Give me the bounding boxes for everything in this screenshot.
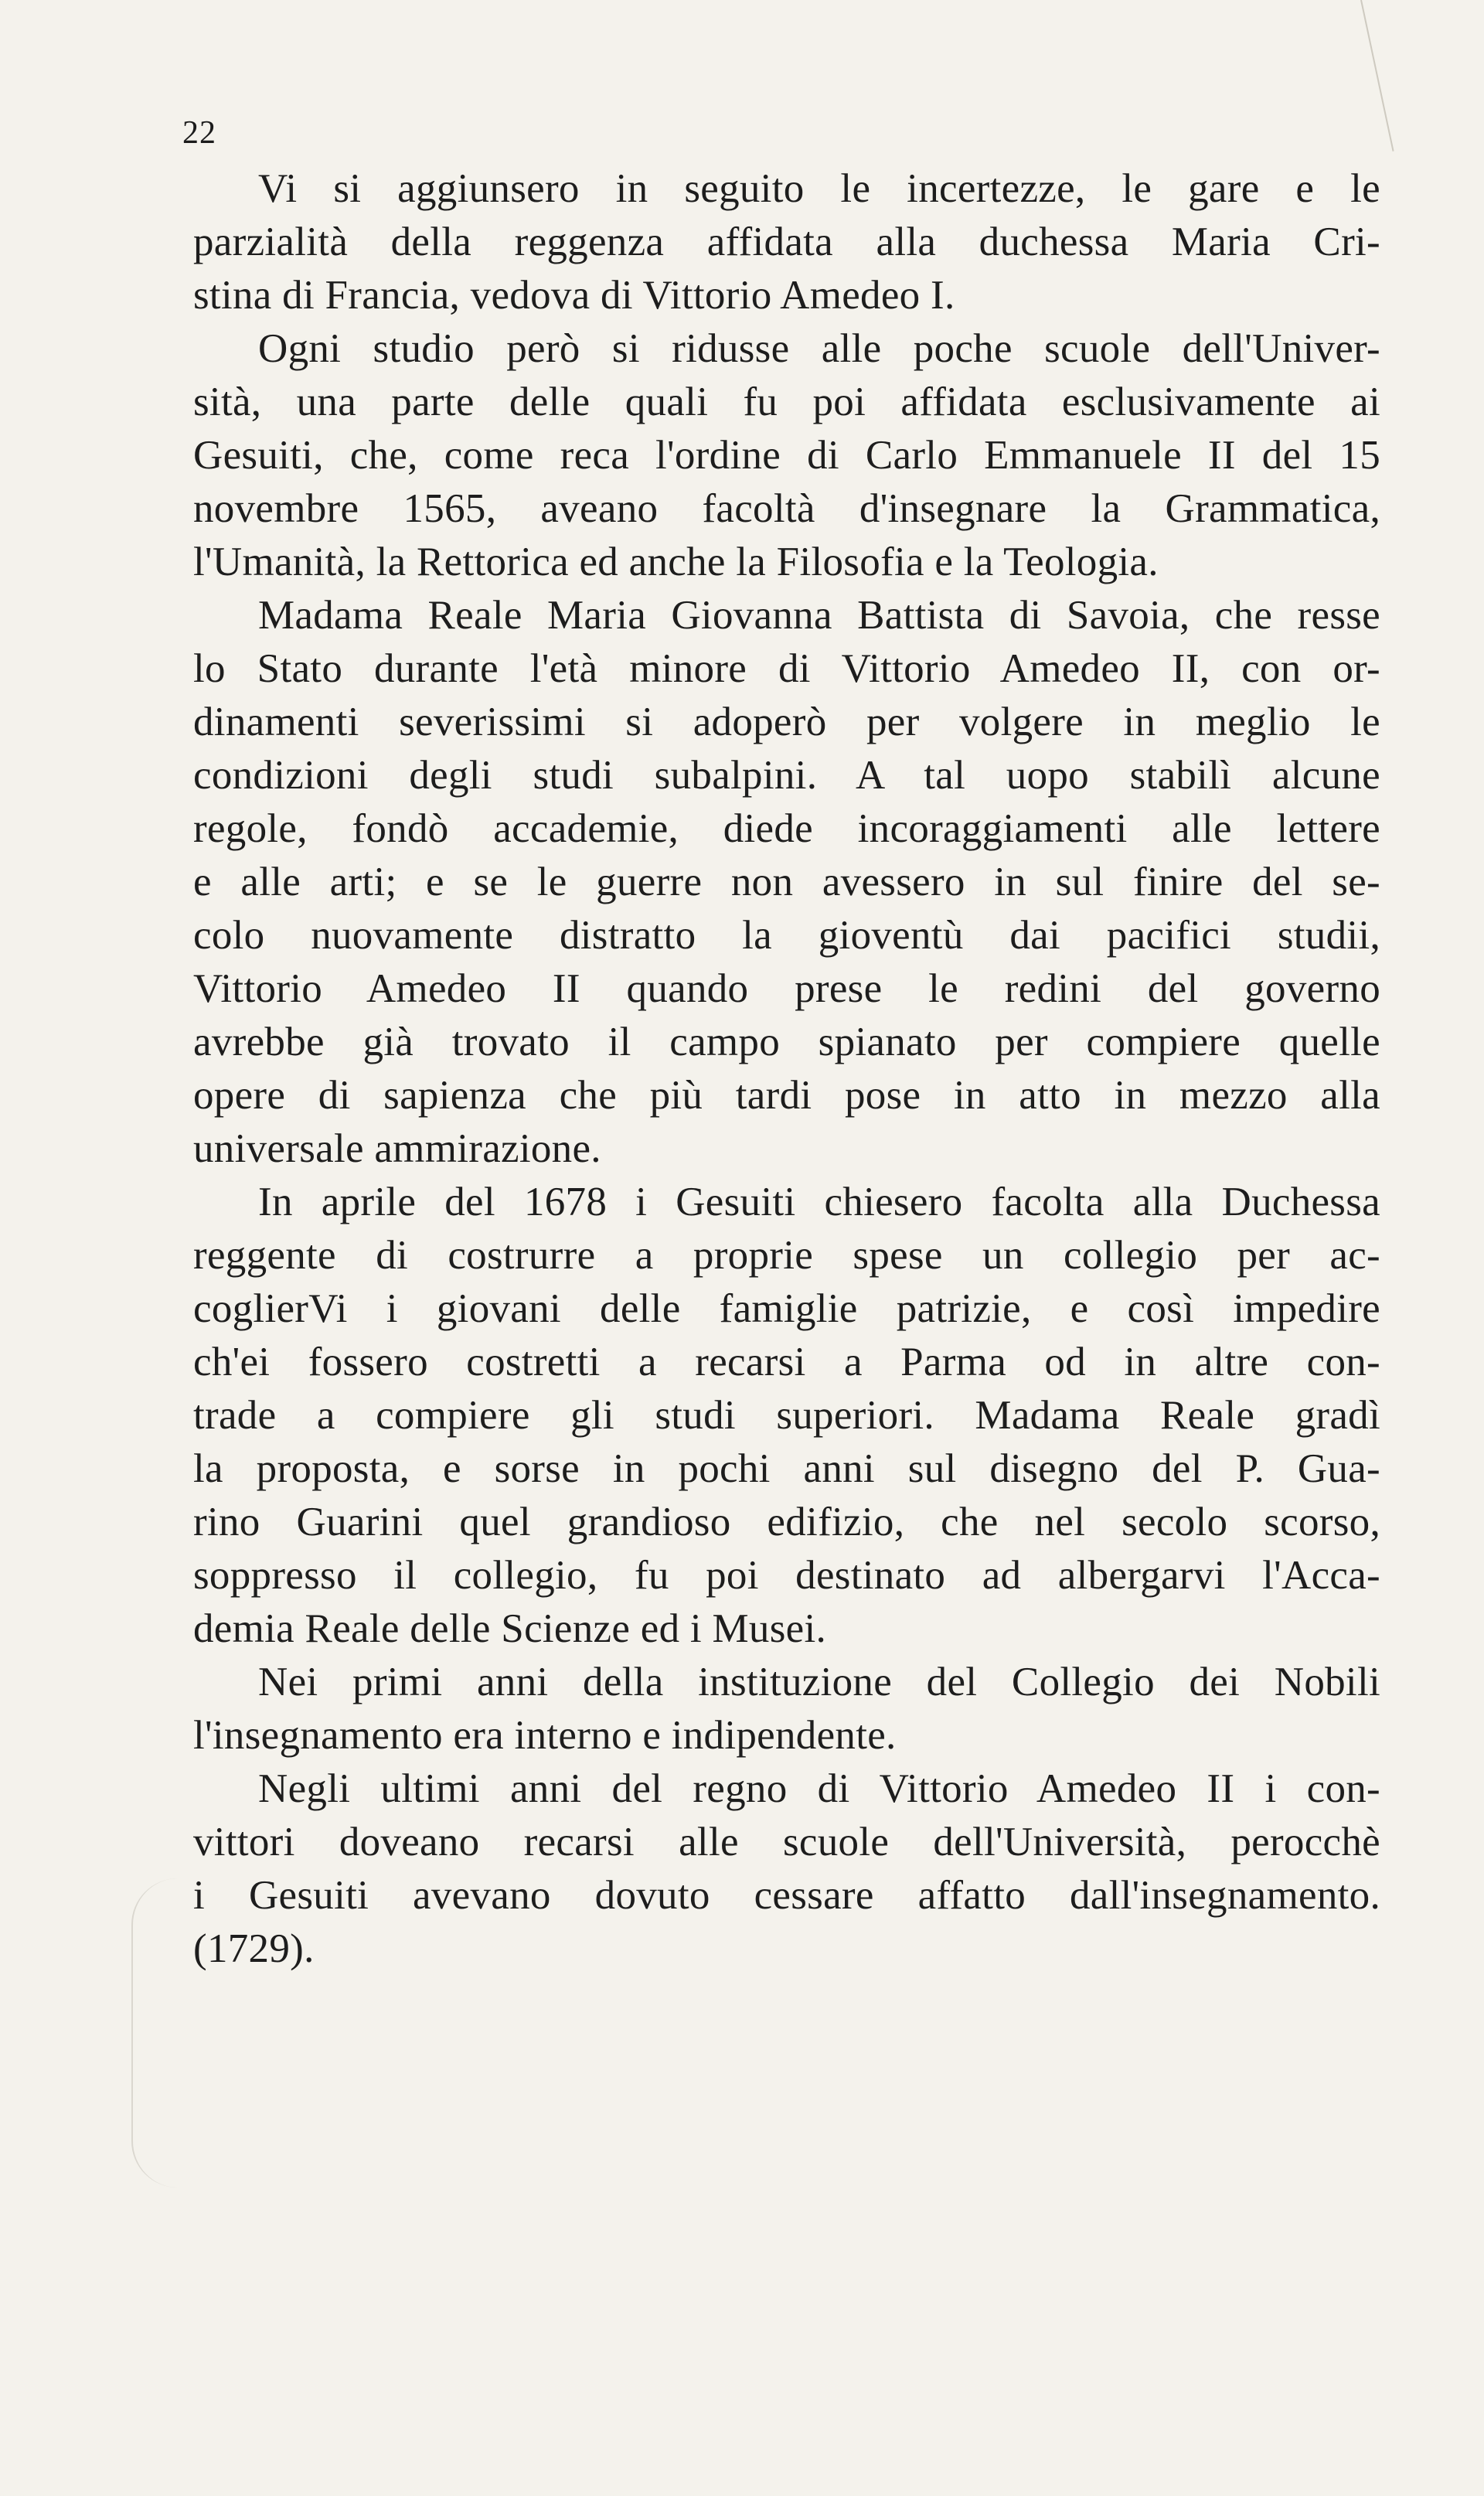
text-line: In aprile del 1678 i Gesuiti chiesero facolta alla Duchessa xyxy=(258,1180,1380,1224)
text-line: la proposta, e sorse in pochi anni sul disegno del P. Gua- xyxy=(193,1446,1380,1491)
text-line: dinamenti severissimi si adoperò per volgere in meglio le xyxy=(193,700,1380,744)
text-line: Gesuiti, che, come reca l'ordine di Carlo Emmanuele II del 15 xyxy=(193,433,1380,478)
text-line: rino Guarini quel grandioso edifizio, che nel secolo scorso, xyxy=(193,1500,1380,1544)
text-line: stina di Francia, vedova di Vittorio Amedeo I. xyxy=(193,273,955,318)
text-line: Nei primi anni della instituzione del Collegio dei Nobili xyxy=(258,1660,1380,1704)
text-line: soppresso il collegio, fu poi destinato ad albergarvi l'Acca- xyxy=(193,1553,1380,1598)
page-crease-mark xyxy=(1360,0,1394,152)
text-line: e alle arti; e se le guerre non avessero in sul finire del se- xyxy=(193,860,1380,904)
text-line: l'insegnamento era interno e indipendente. xyxy=(193,1713,897,1758)
text-line: sità, una parte delle quali fu poi affidata esclusivamente ai xyxy=(193,380,1380,424)
text-line: i Gesuiti avevano dovuto cessare affatto dall'insegnamento. xyxy=(193,1873,1380,1918)
text-line: ch'ei fossero costretti a recarsi a Parma od in altre con- xyxy=(193,1340,1380,1384)
text-line: colo nuovamente distratto la gioventù dai pacifici studii, xyxy=(193,913,1380,958)
text-line: condizioni degli studi subalpini. A tal uopo stabilì alcune xyxy=(193,753,1380,798)
text-line: universale ammirazione. xyxy=(193,1126,601,1171)
margin-bracket-mark xyxy=(131,1878,187,2188)
text-line: regole, fondò accademie, diede incoraggiamenti alle lettere xyxy=(193,806,1380,851)
text-line: novembre 1565, aveano facoltà d'insegnare la Grammatica, xyxy=(193,486,1380,531)
text-line: opere di sapienza che più tardi pose in atto in mezzo alla xyxy=(193,1073,1380,1118)
text-line: Vittorio Amedeo II quando prese le redini del governo xyxy=(193,966,1380,1011)
text-line: lo Stato durante l'età minore di Vittorio Amedeo II, con or- xyxy=(193,646,1380,691)
text-line: Madama Reale Maria Giovanna Battista di Savoia, che resse xyxy=(258,593,1380,638)
text-line: Ogni studio però si ridusse alle poche scuole dell'Univer- xyxy=(258,326,1380,371)
text-line: (1729). xyxy=(193,1926,315,1971)
text-line: coglierVi i giovani delle famiglie patrizie, e così impedire xyxy=(193,1286,1380,1331)
text-line: reggente di costrurre a proprie spese un collegio per ac- xyxy=(193,1233,1380,1278)
text-line: parzialità della reggenza affidata alla duchessa Maria Cri- xyxy=(193,220,1380,264)
text-line: l'Umanità, la Rettorica ed anche la Filosofia e la Teologia. xyxy=(193,540,1159,584)
text-line: Negli ultimi anni del regno di Vittorio Amedeo II i con- xyxy=(258,1766,1380,1811)
page-number: 22 xyxy=(182,115,216,151)
body-text xyxy=(193,162,1380,1976)
text-line: avrebbe già trovato il campo spianato per compiere quelle xyxy=(193,1020,1380,1064)
text-line: vittori doveano recarsi alle scuole dell'Università, perocchè xyxy=(193,1820,1380,1864)
text-line: Vi si aggiunsero in seguito le incertezze, le gare e le xyxy=(258,166,1380,211)
text-line: trade a compiere gli studi superiori. Madama Reale gradì xyxy=(193,1393,1380,1438)
text-line: demia Reale delle Scienze ed i Musei. xyxy=(193,1606,827,1651)
